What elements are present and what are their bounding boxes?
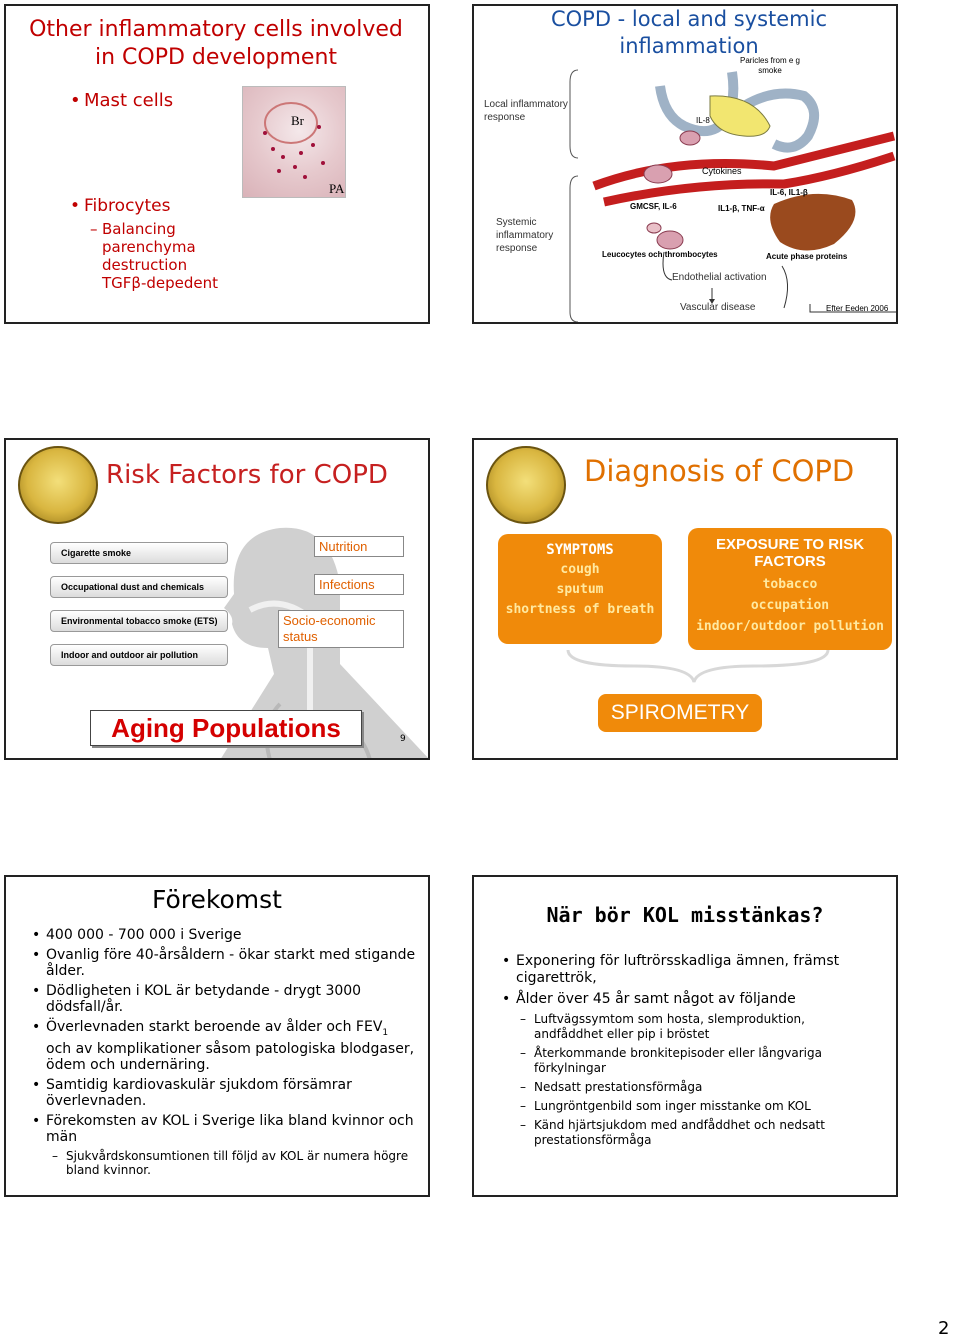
sub-item-1-text: Luftvägssymtom som hosta, slemproduktion, andfåddhet eller pip i bröstet	[534, 1012, 805, 1041]
sub-item-3-text: Nedsatt prestationsförmåga	[534, 1080, 703, 1094]
il1-tnf-label: IL1-β, TNF-α	[718, 204, 765, 213]
sub-list	[520, 1012, 866, 1148]
slide-inflammatory-cells	[4, 4, 430, 324]
spirometry-box: SPIROMETRY	[598, 694, 762, 732]
exposure-box	[688, 528, 892, 650]
bullet-2: • Ålder över 45 år samt något av följande	[516, 991, 866, 1008]
bullet-4	[46, 1019, 416, 1073]
factor-socio-economic: Socio-economic status	[278, 610, 404, 648]
source-label: Efter Eeden 2006	[826, 304, 889, 313]
slide-title: COPD - local and systemic inflammation	[550, 7, 828, 58]
exposure-occupation: occupation	[750, 598, 830, 613]
gold-logo	[486, 446, 566, 524]
sub-item-5: – Känd hjärtsjukdom med andfåddhet och nedsatt prestationsförmåga	[520, 1118, 825, 1147]
sub-bullet-6-text: Sjukvårdskonsumtionen till följd av KOL är numera högre bland kvinnor.	[66, 1148, 409, 1177]
risk-occupational: Occupational dust and chemicals	[50, 576, 228, 598]
slide-nar-misstankas	[472, 875, 898, 1197]
aging-populations: Aging Populations	[90, 710, 362, 746]
image-label-br: Br	[291, 113, 304, 128]
page-number: 2	[938, 1318, 950, 1339]
slide-title: Förekomst	[152, 885, 282, 914]
bullet-mast-cells: • Mast cells	[84, 90, 173, 111]
factor-infections: Infections	[314, 574, 404, 595]
bullet-6: • Förekomsten av KOL i Sverige lika bland kvinnor och män	[46, 1113, 416, 1145]
slide-title: Diagnosis of COPD	[584, 454, 855, 488]
sub-item-2-text: Återkommande bronkitepisoder eller långvariga förkylningar	[534, 1046, 822, 1075]
il8-label: IL-8	[696, 116, 710, 125]
bullet-1: • Exponering för luftrörsskadliga ämnen, främst cigarettrök,	[516, 953, 866, 987]
factor-nutrition: Nutrition	[314, 536, 404, 557]
symptoms-box	[498, 534, 662, 644]
particles-label: Paricles from e g smoke	[739, 56, 801, 75]
bullet-list	[516, 953, 866, 1152]
slide-risk-factors	[4, 438, 430, 760]
bullet-4-text-a: Överlevnaden starkt beroende av ålder och FEV	[46, 1019, 383, 1035]
endothelial-label: Endothelial activation	[672, 272, 767, 283]
image-label-pa: PA	[329, 181, 345, 196]
risk-air-pollution: Indoor and outdoor air pollution	[50, 644, 228, 666]
bullet-fibrocytes: • Fibrocytes	[84, 196, 170, 216]
exposure-tobacco: tobacco	[762, 577, 818, 592]
fev-subscript: 1	[382, 1027, 389, 1038]
bullet-3: • Dödligheten i KOL är betydande - drygt 3000 dödsfall/år.	[46, 983, 416, 1015]
risk-cigarette: Cigarette smoke	[50, 542, 228, 564]
sub-item-4-text: Lungröntgenbild som inger misstanke om KOL	[534, 1099, 811, 1113]
symptom-sputum: sputum	[556, 582, 604, 597]
bullet-2: • Ovanlig före 40-årsåldern - ökar starkt med stigande ålder.	[46, 947, 416, 979]
cytokines-label: Cytokines	[702, 166, 742, 176]
local-response-label: Local inflammatory response	[484, 99, 568, 123]
sub-item-1: – Luftvägssymtom som hosta, slemproduktion, andfåddhet eller pip i bröstet	[520, 1012, 805, 1041]
bullet-5: • Samtidig kardiovaskulär sjukdom försämrar överlevnaden.	[46, 1077, 416, 1109]
brace	[564, 646, 834, 686]
symptoms-list	[498, 560, 662, 620]
slide-number: 9	[400, 734, 406, 744]
acute-phase-label: Acute phase proteins	[766, 252, 848, 261]
symptoms-heading: SYMPTOMS	[546, 542, 614, 558]
sub-item-3: – Nedsatt prestationsförmåga	[520, 1080, 703, 1094]
exposure-list	[688, 574, 892, 637]
slide-copd-inflammation	[472, 4, 898, 324]
bullet-list	[46, 927, 416, 1177]
sub-balancing: – Balancing parenchyma destruction	[90, 220, 196, 274]
risk-ets: Environmental tobacco smoke (ETS)	[50, 610, 228, 632]
slide-forekomst	[4, 875, 430, 1197]
symptom-cough: cough	[560, 562, 600, 577]
bullet-1: • 400 000 - 700 000 i Sverige	[46, 927, 416, 943]
leucocytes-label: Leucocytes och thrombocytes	[602, 250, 718, 259]
sub-bullet-6: – Sjukvårdskonsumtionen till följd av KOL är numera högre bland kvinnor.	[52, 1148, 409, 1177]
bullet-4-text-b: och av komplikationer såsom patologiska blodgaser, ödem och undernäring.	[46, 1040, 415, 1073]
vascular-label: Vascular disease	[680, 302, 756, 313]
sub-item-5-text: Känd hjärtsjukdom med andfåddhet och nedsatt prestationsförmåga	[534, 1118, 825, 1147]
exposure-pollution: indoor/outdoor pollution	[696, 619, 884, 634]
slide-title: Other inflammatory cells involved in COPD development	[29, 17, 403, 70]
slide-title: När bör KOL misstänkas?	[546, 903, 824, 927]
il6-il1-label: IL-6, IL1-β	[770, 188, 808, 197]
symptom-breath: shortness of breath	[505, 602, 655, 617]
gmcsf-label: GMCSF, IL-6	[630, 202, 677, 211]
slide-title: Risk Factors for COPD	[106, 460, 388, 490]
sub-balancing-text: Balancing parenchyma destruction	[102, 220, 196, 274]
gold-logo	[18, 446, 98, 524]
sub-item-2: – Återkommande bronkitepisoder eller långvariga förkylningar	[520, 1046, 822, 1075]
slide-diagnosis	[472, 438, 898, 760]
exposure-heading: EXPOSURE TO RISK FACTORS	[715, 536, 865, 570]
systemic-response-label: Systemic inflammatory response	[496, 217, 554, 254]
histology-image	[242, 86, 346, 198]
sub-item-4: – Lungröntgenbild som inger misstanke om KOL	[520, 1099, 811, 1113]
sub-tgf: TGFβ-depedent	[102, 274, 219, 292]
